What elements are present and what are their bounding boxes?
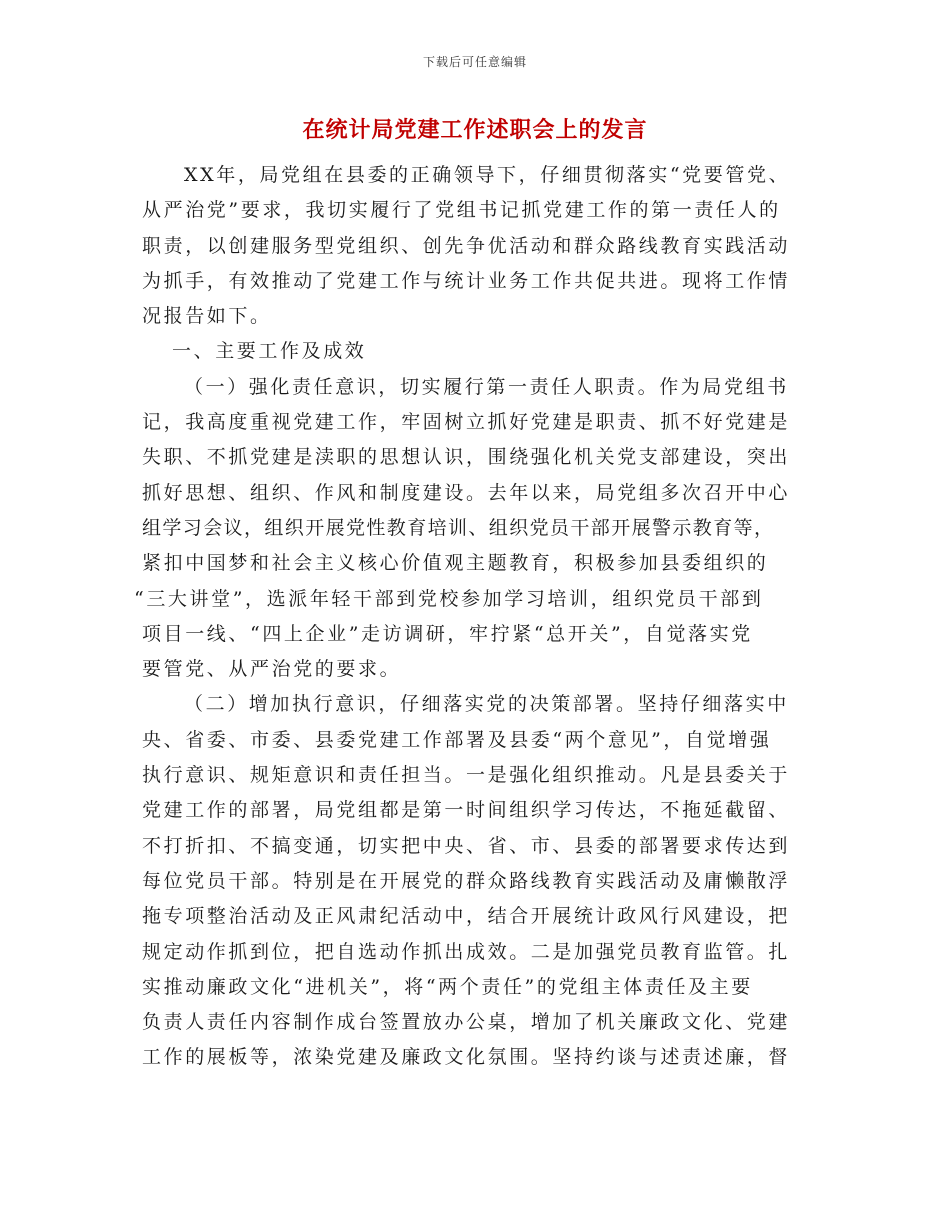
- body-line: 负责人责任内容制作成台签置放办公桌，增加了机关廉政文化、党建: [142, 1011, 791, 1034]
- body-line: 组学习会议，组织开展党性教育培训、组织党员干部开展警示教育等，: [142, 516, 775, 539]
- body-line: 不打折扣、不搞变通，切实把中央、省、市、县委的部署要求传达到: [142, 834, 791, 857]
- section-heading: 一、主要工作及成效: [172, 340, 367, 363]
- body-line: 实推动廉政文化“进机关”，将“两个责任”的党组主体责任及主要: [142, 975, 753, 998]
- body-line: 规定动作抓到位，把自选动作抓出成效。二是加强党员教育监管。扎: [142, 940, 791, 963]
- body-line: 拖专项整治活动及正风肃纪活动中，结合开展统计政风行风建设，把: [142, 905, 791, 928]
- body-line: （二）增加执行意识，仔细落实党的决策部署。坚持仔细落实中: [184, 693, 789, 716]
- body-line: 职责，以创建服务型党组织、创先争优活动和群众路线教育实践活动: [142, 234, 791, 257]
- body-line: 工作的展板等，浓染党建及廉政文化氛围。坚持约谈与述责述廉，督: [142, 1046, 791, 1069]
- document-body: [134, 158, 812, 1076]
- body-line: 为抓手，有效推动了党建工作与统计业务工作共促共进。现将工作情: [142, 269, 791, 292]
- body-line: 党建工作的部署，局党组都是第一时间组织学习传达，不拖延截留、: [142, 799, 791, 822]
- body-line: 失职、不抓党建是渎职的思想认识，围绕强化机关党支部建设，突出: [142, 446, 791, 469]
- body-line: 记，我高度重视党建工作，牢固树立抓好党建是职责、抓不好党建是: [142, 411, 791, 434]
- body-line: 每位党员干部。特别是在开展党的群众路线教育实践活动及庸懒散浮: [142, 869, 791, 892]
- header-note: 下载后可任意编辑: [422, 55, 527, 69]
- document-title: 在统计局党建工作述职会上的发言: [302, 117, 648, 143]
- body-line: XX年，局党组在县委的正确领导下，仔细贯彻落实“党要管党、: [184, 164, 791, 186]
- body-line: 执行意识、规矩意识和责任担当。一是强化组织推动。凡是县委关于: [142, 764, 791, 787]
- body-line: 紧扣中国梦和社会主义核心价值观主题教育，积极参加县委组织的: [142, 552, 769, 575]
- body-line: （一）强化责任意识，切实履行第一责任人职责。作为局党组书: [184, 375, 789, 398]
- body-line: “三大讲堂”，选派年轻干部到党校参加学习培训，组织党员干部到: [134, 587, 764, 610]
- body-line: 从严治党”要求，我切实履行了党组书记抓党建工作的第一责任人的: [142, 199, 781, 222]
- body-line: 抓好思想、组织、作风和制度建设。去年以来，局党组多次召开中心: [142, 481, 791, 504]
- body-line: 央、省委、市委、县委党建工作部署及县委“两个意见”，自觉增强: [142, 728, 772, 751]
- body-line: 况报告如下。: [142, 305, 272, 328]
- body-line: 要管党、从严治党的要求。: [142, 658, 402, 681]
- body-line: 项目一线、“四上企业”走访调研，牢拧紧“总开关”，自觉落实党: [142, 622, 753, 645]
